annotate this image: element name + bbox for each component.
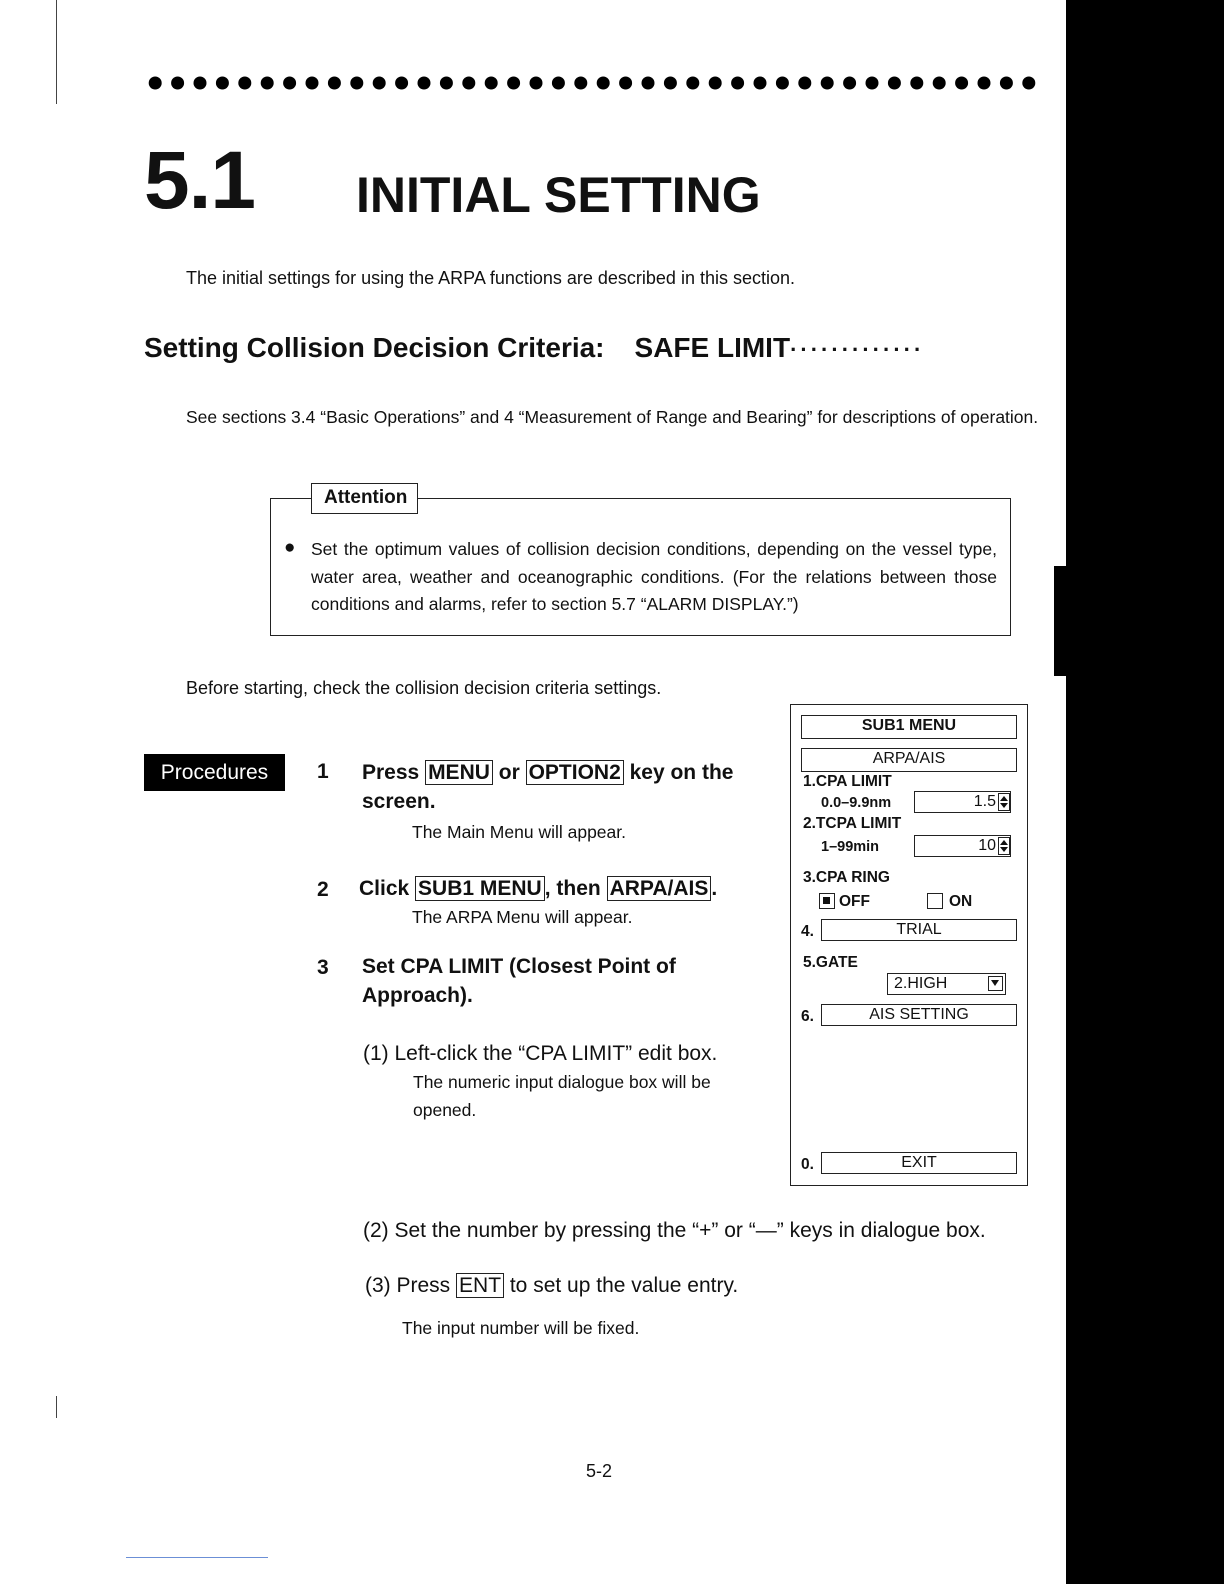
step-3-line2: Approach). [362,984,473,1007]
step-3-sub1-note1: The numeric input dialogue box will be [413,1072,711,1092]
header-dot [1000,77,1013,90]
exit-button[interactable]: EXIT [821,1152,1017,1174]
step-3-sub1-note2: opened. [413,1100,477,1120]
gate-select[interactable] [887,973,1006,995]
attention-text: Set the optimum values of collision decision conditions, depending on the vessel type, water area, weather and oceanographic conditions. (For the relations between those conditions and alarms, refer to section 5.7 “ALARM DISPLAY.”) [311,539,997,614]
option2-key[interactable]: OPTION2 [526,760,624,785]
cpa-limit-range: 0.0–9.9nm [821,795,892,811]
header-dot [754,77,767,90]
chapter-number: 5.1 [144,135,255,226]
trial-button[interactable]: TRIAL [821,919,1017,941]
header-dot [821,77,834,90]
step-3-sub2: (2) Set the number by pressing the “+” or “—” keys in dialogue box. [363,1219,986,1242]
ent-key[interactable]: ENT [456,1273,504,1298]
step-2-post: . [711,877,718,900]
menu-subtitle: ARPA/AIS [801,748,1017,772]
chapter-tab [1054,566,1068,676]
cpa-ring-off-check-icon [823,897,830,904]
gate-label: 5.GATE [803,954,858,971]
left-margin-tick [56,1396,57,1418]
header-dot [373,77,386,90]
before-starting-text: Before starting, check the collision decision criteria settings. [186,678,662,698]
cpa-limit-spin-icon[interactable] [998,793,1010,811]
section-subtitle: SAFE LIMIT [634,332,791,363]
header-dot [462,77,475,90]
attention-label: Attention [311,483,418,514]
header-dot [978,77,991,90]
header-dot [261,77,274,90]
header-dot [194,77,207,90]
step-2-number: 2 [317,878,329,901]
header-dot [418,77,431,90]
cpa-limit-value: 1.5 [973,793,996,810]
header-dot [597,77,610,90]
header-dot [507,77,520,90]
header-dot [216,77,229,90]
chevron-down-icon[interactable] [988,976,1003,991]
footer-rule [126,1557,268,1558]
menu-title: SUB1 MENU [801,715,1017,739]
header-dot [306,77,319,90]
header-dot [440,77,453,90]
header-dot [530,77,543,90]
tcpa-limit-edit-box[interactable] [914,835,1011,857]
step-2-note: The ARPA Menu will appear. [412,907,633,927]
step-1-mid: or [492,761,526,784]
header-dot [798,77,811,90]
step-1-number: 1 [317,760,329,783]
header-dot [664,77,677,90]
chapter-intro: The initial settings for using the ARPA functions are described in this section. [186,268,795,288]
header-dot [171,77,184,90]
cpa-limit-label: 1.CPA LIMIT [803,773,892,790]
right-edge-bar [1066,0,1224,1584]
sub1-menu-key[interactable]: SUB1 MENU [415,876,545,901]
attention-bullet: ● [284,537,296,558]
step-3-sub3 [365,1274,738,1298]
section-leader: ············· [790,337,925,362]
tcpa-limit-range: 1–99min [821,839,880,855]
step-2-mid: , then [544,877,607,900]
tcpa-limit-label: 2.TCPA LIMIT [803,815,902,832]
header-dot [395,77,408,90]
left-margin-line [56,0,57,104]
step-2-text [359,874,717,904]
step-3-sub3-note: The input number will be fixed. [402,1318,640,1338]
header-dot [283,77,296,90]
step-2-pre: Click [359,877,416,900]
section-title: Setting Collision Decision Criteria: [144,332,605,363]
header-dot [866,77,879,90]
section-paragraph: See sections 3.4 “Basic Operations” and 4 “Measurement of Range and Bearing” for descriptions of operation. [186,407,1039,427]
menu-key[interactable]: MENU [425,760,493,785]
chapter-title: INITIAL SETTING [356,167,761,223]
step-3-line1: Set CPA LIMIT (Closest Point of [362,955,676,978]
header-dot-rule [144,70,1040,96]
cpa-ring-off-label: OFF [839,893,870,910]
step-1-note: The Main Menu will appear. [412,822,626,842]
sub1-menu-panel [790,704,1028,1186]
header-dot [731,77,744,90]
header-dot [485,77,498,90]
ais-setting-button[interactable]: AIS SETTING [821,1004,1017,1026]
header-dot [686,77,699,90]
header-dot [843,77,856,90]
step-1-pre: Press [362,761,426,784]
header-dot [910,77,923,90]
header-dot [888,77,901,90]
cpa-ring-on-radio[interactable] [927,893,943,909]
cpa-limit-edit-box[interactable] [914,791,1011,813]
tcpa-limit-value: 10 [978,837,996,854]
header-dot [709,77,722,90]
step-3-number: 3 [317,956,329,979]
header-dot [328,77,341,90]
header-dot [619,77,632,90]
step-1-line2: screen. [362,790,436,813]
cpa-ring-on-label: ON [949,893,973,910]
item-6-number: 6. [801,1008,814,1025]
header-dot [574,77,587,90]
header-dot [238,77,251,90]
step-3-sub1: (1) Left-click the “CPA LIMIT” edit box. [363,1042,718,1065]
procedures-label: Procedures [144,754,285,791]
cpa-ring-off-radio[interactable] [819,893,835,909]
header-dot [350,77,363,90]
step-1-text [362,758,733,788]
step-3-sub3-pre: (3) Press [365,1274,457,1297]
step-1-post: key on the [623,761,734,784]
header-dot [955,77,968,90]
item-4-number: 4. [801,923,814,940]
header-dot [776,77,789,90]
header-dot [1022,77,1035,90]
cpa-ring-label: 3.CPA RING [803,869,890,886]
header-dot [149,77,162,90]
step-3-sub3-post: to set up the value entry. [504,1274,739,1297]
page-number: 5-2 [586,1461,613,1481]
header-dot [933,77,946,90]
header-dot [552,77,565,90]
exit-number: 0. [801,1156,814,1173]
section-heading [144,332,924,364]
gate-value: 2.HIGH [894,975,948,992]
header-dot [642,77,655,90]
arpa-ais-key[interactable]: ARPA/AIS [607,876,712,901]
tcpa-limit-spin-icon[interactable] [998,837,1010,855]
